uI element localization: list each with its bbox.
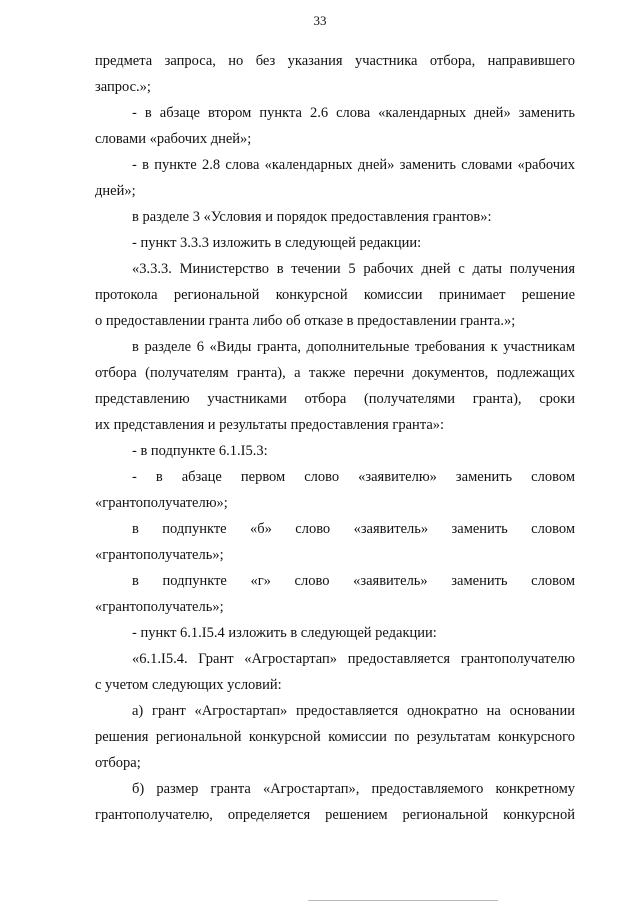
- text-line: - в абзаце втором пункта 2.6 слова «календарных дней» заменить: [132, 105, 575, 121]
- text-line: - в пункте 2.8 слова «календарных дней» заменить словами «рабочих: [132, 157, 575, 173]
- page-number: 33: [313, 13, 327, 28]
- text-line: б) размер гранта «Агростартап», предоставляемого конкретному: [132, 781, 575, 797]
- text-line: - в подпункте 6.1.I5.3:: [132, 443, 268, 459]
- text-line: решения региональной конкурсной комиссии по результатам конкурсного: [95, 729, 575, 745]
- text-line: - в абзаце первом слово «заявителю» заменить словом: [132, 469, 575, 485]
- text-line: в разделе 3 «Условия и порядок предоставления грантов»:: [132, 209, 492, 225]
- text-line: словами «рабочих дней»;: [95, 131, 252, 147]
- text-line: отбора;: [95, 755, 141, 771]
- text-line: их представления и результаты предоставления гранта»:: [95, 417, 445, 433]
- text-line: запрос.»;: [95, 79, 151, 95]
- text-line: предмета запроса, но без указания участника отбора, направившего: [95, 53, 575, 69]
- text-line: «грантополучатель»;: [95, 599, 224, 615]
- text-line: с учетом следующих условий:: [95, 677, 282, 693]
- text-line: представлению участниками отбора (получателями гранта), сроки: [95, 391, 575, 407]
- text-line: грантополучателю, определяется решением региональной конкурсной: [95, 807, 575, 823]
- text-line: дней»;: [95, 183, 136, 199]
- text-line: в подпункте «б» слово «заявитель» заменить словом: [132, 521, 575, 537]
- text-line: - пункт 3.3.3 изложить в следующей редакции:: [132, 235, 422, 251]
- text-line: а) грант «Агростартап» предоставляется однократно на основании: [132, 703, 575, 719]
- text-line: отбора (получателям гранта), а также перечни документов, подлежащих: [95, 365, 575, 381]
- text-line: о предоставлении гранта либо об отказе в предоставлении гранта.»;: [95, 313, 516, 329]
- text-line: - пункт 6.1.I5.4 изложить в следующей редакции:: [132, 625, 437, 641]
- text-line: в подпункте «г» слово «заявитель» заменить словом: [132, 573, 575, 589]
- text-line: в разделе 6 «Виды гранта, дополнительные требования к участникам: [132, 339, 575, 355]
- text-line: протокола региональной конкурсной комиссии принимает решение: [95, 287, 575, 303]
- text-line: «грантополучатель»;: [95, 547, 224, 563]
- text-line: «6.1.I5.4. Грант «Агростартап» предоставляется грантополучателю: [132, 651, 575, 667]
- text-line: «грантополучателю»;: [95, 495, 228, 511]
- text-line: «3.3.3. Министерство в течении 5 рабочих дней с даты получения: [132, 261, 575, 277]
- scan-edge-mark: [308, 900, 498, 905]
- document-body: [95, 48, 575, 828]
